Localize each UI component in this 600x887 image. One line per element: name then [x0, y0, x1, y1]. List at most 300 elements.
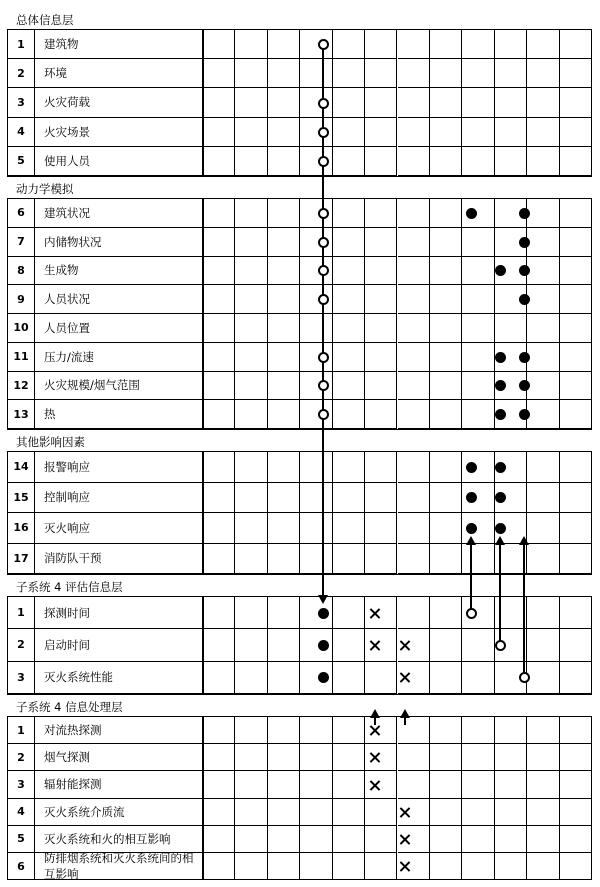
grid-cell: [268, 826, 300, 853]
grid-cell: [430, 199, 462, 228]
grid-cell: [430, 744, 462, 771]
grid-cell: [268, 744, 300, 771]
grid-cell: [365, 314, 397, 343]
grid-cell: [235, 285, 267, 314]
grid-cell: [527, 59, 559, 88]
grid-cell: [560, 662, 592, 694]
grid-cell: [560, 314, 592, 343]
grid-cell: [462, 662, 494, 694]
grid-cell: [235, 662, 267, 694]
grid-cell: [268, 343, 300, 372]
grid-cell: [430, 118, 462, 147]
grid-cell: [203, 853, 235, 880]
grid-cell: [398, 717, 430, 744]
grid-cell: [527, 597, 559, 629]
grid-cell: [560, 400, 592, 429]
grid-cell: [333, 118, 365, 147]
filled-circle-marker: [318, 608, 329, 619]
grid-cell: [333, 147, 365, 176]
filled-circle-marker: [519, 208, 530, 219]
grid-cell: [235, 118, 267, 147]
grid-cell: [203, 199, 235, 228]
grid-cell: [268, 30, 300, 59]
grid-cell: [235, 744, 267, 771]
open-circle-marker: [318, 409, 329, 420]
grid-cell: [365, 228, 397, 257]
grid-cell: [203, 285, 235, 314]
filled-circle-marker: [495, 352, 506, 363]
grid-cell: [462, 59, 494, 88]
section-label-subsystem4-eval-layer: 子系统 4 评估信息层: [16, 580, 123, 594]
row-label-cell: 热: [35, 400, 203, 429]
grid-cell: [235, 717, 267, 744]
grid-cell: [268, 147, 300, 176]
section-label-dynamics-simulation: 动力学模拟: [16, 182, 74, 196]
grid-cell: [333, 513, 365, 544]
grid-cell: [398, 88, 430, 117]
grid-cell: [560, 59, 592, 88]
connector-line: [523, 540, 525, 678]
grid-cell: [268, 118, 300, 147]
grid-cell: [398, 285, 430, 314]
filled-circle-marker: [495, 380, 506, 391]
section-header-overall-info-layer: [7, 7, 592, 30]
grid-cell: [398, 118, 430, 147]
grid-cell: [365, 59, 397, 88]
grid-cell: [430, 400, 462, 429]
open-circle-marker: [318, 237, 329, 248]
row-label-cell: 探测时间: [35, 597, 203, 629]
grid-cell: [365, 372, 397, 401]
grid-cell: [365, 88, 397, 117]
grid-cell: [203, 452, 235, 483]
grid-cell: [560, 118, 592, 147]
filled-circle-marker: [495, 462, 506, 473]
grid-cell: [268, 400, 300, 429]
grid-cell: [430, 228, 462, 257]
grid-cell: [430, 285, 462, 314]
grid-cell: [560, 257, 592, 286]
grid-cell: [430, 257, 462, 286]
open-circle-marker: [519, 672, 530, 683]
grid-cell: [560, 544, 592, 575]
grid-cell: [235, 314, 267, 343]
grid-cell: [398, 257, 430, 286]
row-number-cell: 5: [7, 826, 35, 853]
grid-cell: [495, 826, 527, 853]
row-number-cell: 3: [7, 662, 35, 694]
grid-cell: [462, 228, 494, 257]
filled-circle-marker: [519, 409, 530, 420]
section-label-subsystem4-process-layer: 子系统 4 信息处理层: [16, 700, 123, 714]
grid-cell: [268, 771, 300, 798]
grid-cell: [430, 629, 462, 661]
cross-marker: [369, 639, 382, 652]
grid-cell: [430, 30, 462, 59]
grid-cell: [462, 88, 494, 117]
grid-cell: [300, 744, 332, 771]
section-header-dynamics-simulation: [7, 176, 592, 199]
grid-cell: [495, 30, 527, 59]
grid-cell: [333, 826, 365, 853]
grid-cell: [430, 314, 462, 343]
grid-cell: [398, 771, 430, 798]
grid-cell: [333, 285, 365, 314]
grid-cell: [527, 314, 559, 343]
grid-cell: [462, 343, 494, 372]
row-label-cell: 烟气探测: [35, 744, 203, 771]
grid-cell: [365, 199, 397, 228]
grid-cell: [495, 59, 527, 88]
grid-cell: [300, 483, 332, 514]
grid-cell: [203, 400, 235, 429]
grid-cell: [560, 853, 592, 880]
grid-cell: [527, 147, 559, 176]
grid-cell: [462, 372, 494, 401]
row-label-cell: 灭火系统性能: [35, 662, 203, 694]
section-label-overall-info-layer: 总体信息层: [16, 13, 74, 27]
row-number-cell: 3: [7, 771, 35, 798]
grid-cell: [268, 717, 300, 744]
open-circle-marker: [318, 352, 329, 363]
row-label-cell: 环境: [35, 59, 203, 88]
grid-cell: [333, 372, 365, 401]
grid-cell: [495, 771, 527, 798]
grid-cell: [430, 343, 462, 372]
grid-cell: [333, 597, 365, 629]
grid-cell: [430, 88, 462, 117]
grid-cell: [560, 597, 592, 629]
grid-cell: [268, 452, 300, 483]
grid-cell: [365, 30, 397, 59]
grid-cell: [333, 544, 365, 575]
grid-cell: [333, 400, 365, 429]
grid-cell: [527, 400, 559, 429]
cross-marker: [369, 724, 382, 737]
grid-cell: [365, 513, 397, 544]
section-header-other-factors: [7, 429, 592, 452]
grid-cell: [333, 30, 365, 59]
arrow-down-marker: [318, 595, 328, 604]
row-number-cell: 2: [7, 629, 35, 661]
grid-cell: [333, 228, 365, 257]
grid-cell: [560, 147, 592, 176]
grid-cell: [203, 544, 235, 575]
grid-cell: [203, 597, 235, 629]
row-label-cell: 人员状况: [35, 285, 203, 314]
grid-cell: [430, 853, 462, 880]
row-label-cell: 内储物状况: [35, 228, 203, 257]
grid-cell: [333, 717, 365, 744]
row-number-cell: 1: [7, 597, 35, 629]
grid-cell: [365, 853, 397, 880]
grid-cell: [235, 597, 267, 629]
grid-cell: [365, 118, 397, 147]
grid-cell: [333, 799, 365, 826]
grid-cell: [462, 30, 494, 59]
grid-cell: [462, 544, 494, 575]
row-number-cell: 8: [7, 257, 35, 286]
grid-cell: [560, 452, 592, 483]
filled-circle-marker: [519, 380, 530, 391]
row-label-cell: 建筑物: [35, 30, 203, 59]
grid-cell: [235, 343, 267, 372]
grid-cell: [560, 343, 592, 372]
grid-cell: [203, 744, 235, 771]
open-circle-marker: [318, 208, 329, 219]
grid-cell: [333, 629, 365, 661]
grid-cell: [365, 285, 397, 314]
grid-cell: [235, 147, 267, 176]
grid-cell: [430, 799, 462, 826]
grid-cell: [365, 343, 397, 372]
grid-cell: [560, 30, 592, 59]
grid-cell: [300, 513, 332, 544]
row-number-cell: 4: [7, 118, 35, 147]
grid-cell: [527, 771, 559, 798]
row-number-cell: 5: [7, 147, 35, 176]
grid-cell: [398, 314, 430, 343]
grid-cell: [398, 597, 430, 629]
grid-cell: [235, 88, 267, 117]
filled-circle-marker: [519, 352, 530, 363]
grid-cell: [560, 483, 592, 514]
grid-cell: [462, 629, 494, 661]
grid-cell: [203, 771, 235, 798]
grid-cell: [203, 88, 235, 117]
grid-cell: [495, 88, 527, 117]
row-number-cell: 6: [7, 853, 35, 880]
grid-cell: [462, 771, 494, 798]
cross-marker: [399, 833, 412, 846]
grid-cell: [300, 771, 332, 798]
grid-cell: [398, 483, 430, 514]
grid-cell: [430, 826, 462, 853]
row-label-cell: 人员位置: [35, 314, 203, 343]
grid-cell: [398, 30, 430, 59]
grid-cell: [203, 30, 235, 59]
filled-circle-marker: [519, 237, 530, 248]
grid-cell: [333, 744, 365, 771]
grid-cell: [203, 826, 235, 853]
row-number-cell: 12: [7, 372, 35, 401]
grid-cell: [203, 372, 235, 401]
open-circle-marker: [318, 39, 329, 50]
grid-cell: [365, 452, 397, 483]
filled-circle-marker: [495, 523, 506, 534]
grid-cell: [527, 826, 559, 853]
grid-cell: [333, 88, 365, 117]
row-number-cell: 2: [7, 59, 35, 88]
grid-cell: [300, 314, 332, 343]
grid-cell: [527, 717, 559, 744]
row-label-cell: 消防队干预: [35, 544, 203, 575]
grid-cell: [398, 400, 430, 429]
grid-cell: [462, 314, 494, 343]
row-label-cell: 火灾场景: [35, 118, 203, 147]
grid-cell: [203, 314, 235, 343]
grid-cell: [333, 771, 365, 798]
grid-cell: [495, 744, 527, 771]
filled-circle-marker: [495, 409, 506, 420]
grid-cell: [235, 853, 267, 880]
row-label-cell: 火灾规模/烟气范围: [35, 372, 203, 401]
grid-cell: [462, 118, 494, 147]
filled-circle-marker: [495, 492, 506, 503]
row-label-cell: 对流热探测: [35, 717, 203, 744]
grid-cell: [527, 853, 559, 880]
row-label-cell: 使用人员: [35, 147, 203, 176]
grid-cell: [398, 744, 430, 771]
connector-line: [470, 540, 472, 613]
row-label-cell: 灭火系统介质流: [35, 799, 203, 826]
grid-cell: [560, 826, 592, 853]
open-circle-marker: [318, 98, 329, 109]
filled-circle-marker: [466, 208, 477, 219]
row-number-cell: 17: [7, 544, 35, 575]
grid-cell: [203, 513, 235, 544]
grid-cell: [203, 343, 235, 372]
section-label-other-factors: 其他影响因素: [16, 435, 85, 449]
grid-cell: [268, 853, 300, 880]
grid-cell: [333, 662, 365, 694]
open-circle-marker: [495, 640, 506, 651]
grid-cell: [300, 853, 332, 880]
grid-cell: [235, 372, 267, 401]
grid-cell: [268, 199, 300, 228]
grid-cell: [560, 717, 592, 744]
row-label-cell: 生成物: [35, 257, 203, 286]
grid-cell: [235, 30, 267, 59]
grid-cell: [300, 717, 332, 744]
grid-cell: [527, 544, 559, 575]
grid-cell: [495, 799, 527, 826]
grid-cell: [333, 343, 365, 372]
grid-cell: [235, 799, 267, 826]
grid-cell: [527, 513, 559, 544]
grid-cell: [430, 59, 462, 88]
grid-cell: [268, 629, 300, 661]
row-number-cell: 11: [7, 343, 35, 372]
grid-cell: [527, 744, 559, 771]
grid-cell: [365, 662, 397, 694]
grid-cell: [268, 372, 300, 401]
grid-cell: [462, 285, 494, 314]
grid-cell: [462, 717, 494, 744]
grid-cell: [300, 452, 332, 483]
grid-cell: [365, 799, 397, 826]
filled-circle-marker: [519, 294, 530, 305]
grid-cell: [527, 629, 559, 661]
grid-cell: [527, 285, 559, 314]
grid-cell: [560, 744, 592, 771]
grid-cell: [462, 400, 494, 429]
connector-line: [499, 540, 501, 645]
grid-cell: [527, 257, 559, 286]
filled-circle-marker: [318, 640, 329, 651]
grid-cell: [462, 826, 494, 853]
grid-cell: [398, 513, 430, 544]
grid-cell: [527, 483, 559, 514]
open-circle-marker: [318, 380, 329, 391]
grid-cell: [398, 452, 430, 483]
row-number-cell: 13: [7, 400, 35, 429]
grid-cell: [365, 483, 397, 514]
grid-cell: [333, 257, 365, 286]
grid-cell: [430, 372, 462, 401]
grid-cell: [560, 513, 592, 544]
grid-cell: [203, 483, 235, 514]
row-label-cell: 控制响应: [35, 483, 203, 514]
filled-circle-marker: [318, 672, 329, 683]
grid-cell: [527, 799, 559, 826]
row-number-cell: 1: [7, 717, 35, 744]
grid-cell: [398, 228, 430, 257]
grid-cell: [365, 544, 397, 575]
grid-cell: [430, 147, 462, 176]
row-number-cell: 14: [7, 452, 35, 483]
connector-line-dashed: [374, 713, 376, 725]
grid-cell: [560, 285, 592, 314]
grid-cell: [203, 118, 235, 147]
grid-cell: [203, 629, 235, 661]
open-circle-marker: [318, 127, 329, 138]
filled-circle-marker: [466, 492, 477, 503]
row-label-cell: 灭火系统和火的相互影响: [35, 826, 203, 853]
grid-cell: [560, 199, 592, 228]
row-label-cell: 启动时间: [35, 629, 203, 661]
grid-cell: [527, 88, 559, 117]
cross-marker: [399, 806, 412, 819]
grid-cell: [268, 662, 300, 694]
filled-circle-marker: [519, 265, 530, 276]
filled-circle-marker: [466, 523, 477, 534]
grid-cell: [333, 483, 365, 514]
grid-cell: [203, 59, 235, 88]
grid-cell: [268, 799, 300, 826]
grid-cell: [203, 717, 235, 744]
grid-cell: [203, 257, 235, 286]
grid-cell: [268, 483, 300, 514]
row-label-cell: 防排烟系统和灭火系统间的相互影响: [35, 853, 203, 880]
grid-cell: [560, 372, 592, 401]
cross-marker: [369, 779, 382, 792]
row-number-cell: 16: [7, 513, 35, 544]
grid-cell: [495, 853, 527, 880]
open-circle-marker: [318, 156, 329, 167]
grid-cell: [333, 853, 365, 880]
grid-cell: [495, 314, 527, 343]
grid-cell: [333, 452, 365, 483]
grid-cell: [462, 799, 494, 826]
row-number-cell: 4: [7, 799, 35, 826]
grid-cell: [527, 228, 559, 257]
grid-cell: [560, 771, 592, 798]
grid-cell: [235, 400, 267, 429]
filled-circle-marker: [495, 265, 506, 276]
row-number-cell: 9: [7, 285, 35, 314]
cross-marker: [399, 860, 412, 873]
cross-marker: [399, 639, 412, 652]
grid-cell: [300, 826, 332, 853]
grid-cell: [235, 59, 267, 88]
grid-cell: [430, 513, 462, 544]
grid-cell: [462, 147, 494, 176]
grid-cell: [430, 544, 462, 575]
grid-cell: [430, 483, 462, 514]
grid-cell: [365, 257, 397, 286]
row-number-cell: 7: [7, 228, 35, 257]
